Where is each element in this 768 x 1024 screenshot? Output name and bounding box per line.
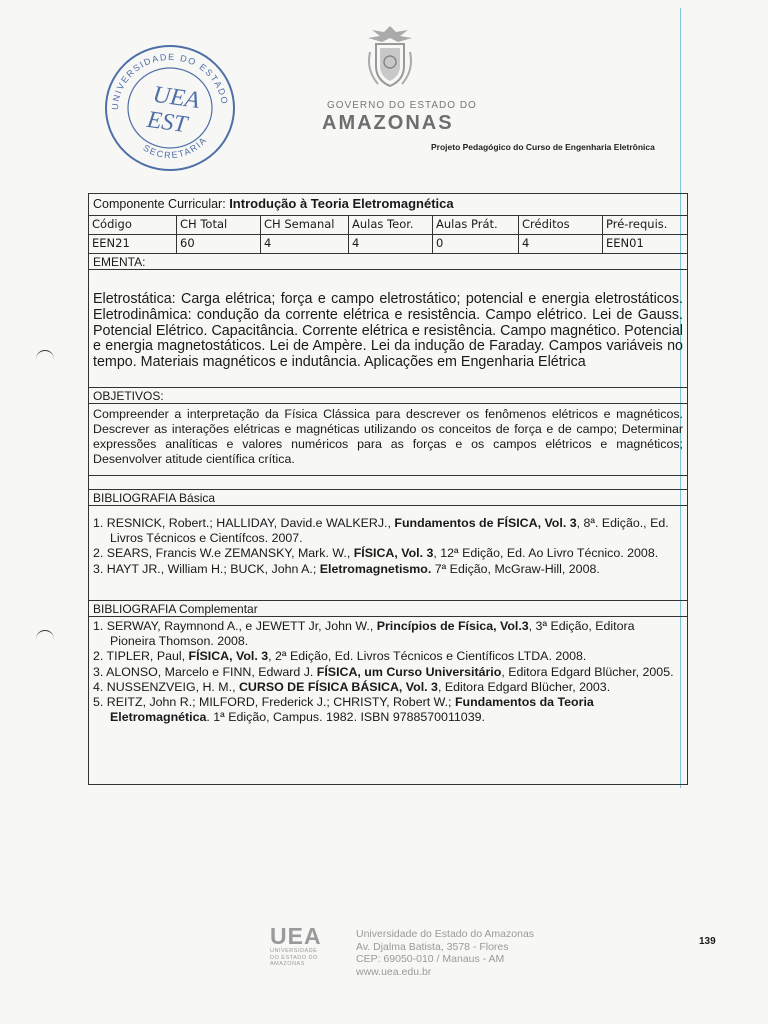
- value-cell: 4: [261, 235, 349, 253]
- reference-item: 3. ALONSO, Marcelo e FINN, Edward J. FÍSICA, um Curso Universitário, Editora Edgard Blücher, 2005.: [93, 664, 674, 679]
- margin-mark: [36, 350, 54, 359]
- project-title: Projeto Pedagógico do Curso de Engenharia Eletrônica: [431, 142, 655, 152]
- uea-footer-logo: [270, 924, 336, 976]
- reference-item: 4. NUSSENZVEIG, H. M., CURSO DE FÍSICA BÁSICA, Vol. 3, Editora Edgard Blücher, 2003.: [93, 679, 611, 694]
- header-cell: Aulas Prát.: [433, 216, 519, 234]
- page-number: 139: [699, 936, 716, 947]
- website-link: www.uea.edu.br: [356, 965, 432, 978]
- uea-logo-subtext: UNIVERSIDADE: [270, 948, 318, 954]
- state-coat-of-arms-icon: [362, 22, 418, 94]
- stamp-bottom-text: SECRETARIA: [141, 134, 209, 161]
- value-cell: 0: [433, 235, 519, 253]
- stamp-center-uea: UEA: [151, 81, 202, 114]
- bib-comp-label: BIBLIOGRAFIA Complementar: [89, 601, 687, 617]
- reference-item: 2. SEARS, Francis W.e ZEMANSKY, Mark. W., FÍSICA, Vol. 3, 12ª Edição, Ed. Ao Livro Técnico. 2008.: [93, 546, 659, 561]
- footer-address: [356, 928, 534, 978]
- bib-comp-list: [89, 617, 687, 784]
- value-cell: 4: [519, 235, 603, 253]
- reference-item: 1. RESNICK, Robert.; HALLIDAY, David.e WALKERJ., Fundamentos de FÍSICA, Vol. 3, 8ª. Edição., Ed. Livros Técnicos e Científcos. 2007.: [93, 516, 669, 546]
- reference-item: 3. HAYT JR., William H.; BUCK, John A.; Eletromagnetismo. 7ª Edição, McGraw-Hill, 2008.: [93, 561, 600, 576]
- header-cell: Pré-requis.: [606, 217, 668, 231]
- component-label: Componente Curricular:: [93, 197, 226, 211]
- value-cell: 4: [349, 235, 433, 253]
- section-divider: [89, 476, 687, 490]
- address-line: Av. Djalma Batista, 3578 - Flores: [356, 940, 509, 953]
- margin-mark: [36, 630, 54, 639]
- value-cell: 60: [177, 235, 261, 253]
- course-values-row: [89, 235, 687, 254]
- header-cell: Créditos: [519, 216, 603, 234]
- ementa-text: Eletrostática: Carga elétrica; força e campo eletrostático; potencial e energia eletrostáticos. Eletrodinâmica: condução da corrente elétrica e resistência. Campo elétrico. Lei de Gauss. Potencial Elétrico. Capacitância. Corrente elétrica e resistência. Campo magnético. Potencial e energia magnetostáticos. Lei de Ampère. Lei da indução de Faraday. Campos variáveis no tempo. Materiais magnéticos e indutância. Aplicações em Engenharia Elétrica: [89, 270, 687, 388]
- course-header-row: [89, 216, 687, 235]
- uea-logo-text: UEA: [270, 923, 322, 949]
- objetivos-text: Compreender a interpretação da Física Clássica para descrever os fenômenos elétricos e magnéticos. Descrever as interações elétricas e magnéticas utilizando os conceitos de força e de campo; Determinar expressões analíticas e valores numéricos para as forças e os campos elétricos e magnéticos; Desenvolver atitude científica crítica.: [89, 404, 687, 476]
- state-name: AMAZONAS: [322, 112, 454, 134]
- government-line: GOVERNO DO ESTADO DO: [327, 100, 477, 111]
- stamp-ring-text: UNIVERSIDADE DO ESTADO: [109, 51, 230, 111]
- value-cell: EEN21: [89, 235, 177, 253]
- component-row: [89, 194, 687, 216]
- course-table: [88, 193, 688, 785]
- stamp-center-est: EST: [145, 106, 189, 139]
- address-line: CEP: 69050-010 / Manaus - AM: [356, 953, 505, 966]
- component-name: Introdução à Teoria Eletromagnética: [229, 196, 454, 211]
- uea-logo-subtext: DO ESTADO DO: [270, 954, 318, 961]
- header-cell: Código: [89, 216, 177, 234]
- address-line: Universidade do Estado do Amazonas: [356, 928, 535, 940]
- university-stamp: [100, 40, 240, 176]
- header-cell: CH Total: [177, 216, 261, 234]
- bib-basic-list: [89, 506, 687, 601]
- header-cell: CH Semanal: [261, 216, 349, 234]
- reference-item: 5. REITZ, John R.; MILFORD, Frederick J.; CHRISTY, Robert W.; Fundamentos da Teoria Eletromagnética. 1ª Edição, Campus. 1982. ISBN 9788570011039.: [93, 695, 594, 725]
- uea-logo-subtext: AMAZONAS: [270, 961, 305, 967]
- reference-item: 2. TIPLER, Paul, FÍSICA, Vol. 3, 2ª Edição, Ed. Livros Técnicos e Científicos LTDA. 2008.: [93, 649, 587, 664]
- header-cell: Aulas Teor.: [349, 216, 433, 234]
- reference-item: 1. SERWAY, Raymnond A., e JEWETT Jr, John W., Princípios de Física, Vol.3, 3ª Edição, Editora Pioneira Thomson. 2008.: [93, 619, 635, 649]
- value-cell: EEN01: [606, 236, 644, 250]
- bib-basic-label: BIBLIOGRAFIA Básica: [89, 490, 687, 506]
- ementa-label: EMENTA:: [89, 254, 687, 270]
- objetivos-label: OBJETIVOS:: [89, 388, 687, 404]
